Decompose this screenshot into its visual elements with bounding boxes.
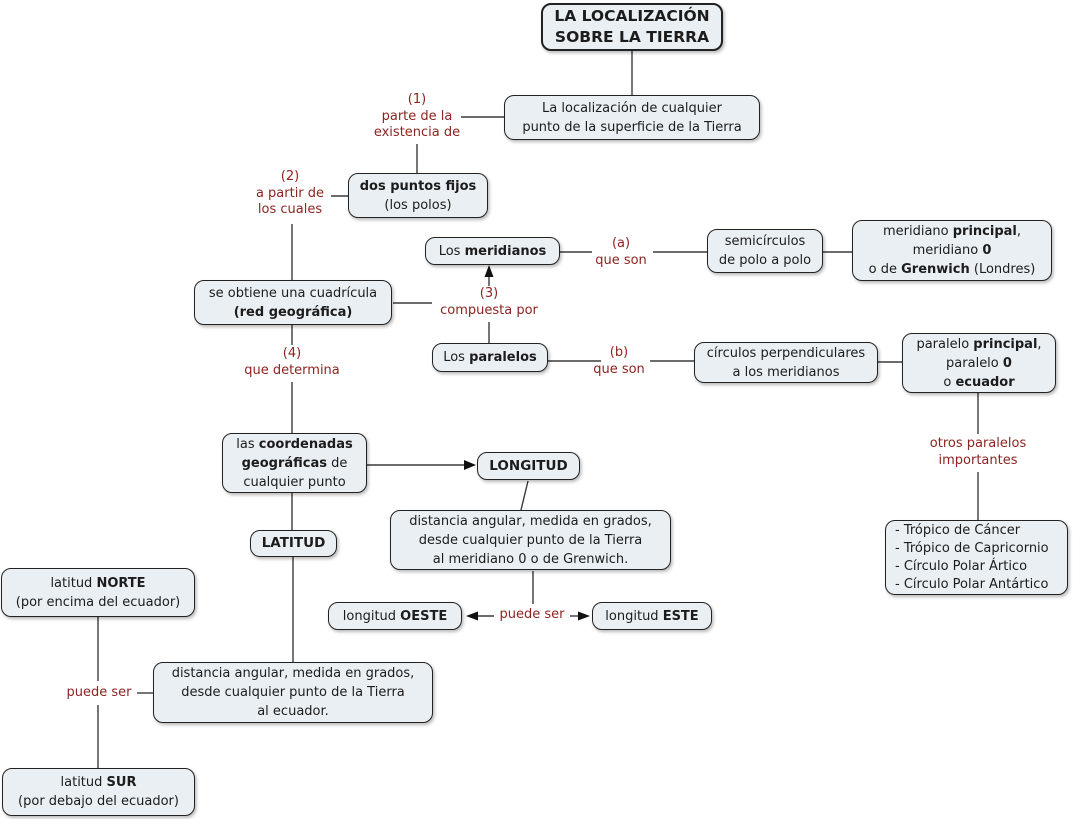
text-line bbox=[61, 773, 137, 792]
text-line: desde cualquier punto de la Tierra bbox=[181, 685, 405, 700]
text-line bbox=[943, 373, 1014, 392]
text-line: círculos perpendiculares bbox=[706, 345, 866, 361]
link-label-a bbox=[561, 236, 681, 269]
text-segment: meridianos bbox=[464, 243, 547, 259]
node-meridiano-principal bbox=[852, 220, 1052, 281]
text-segment: (Londres) bbox=[969, 262, 1036, 277]
text-segment: principal bbox=[973, 336, 1038, 352]
text-segment: principal bbox=[952, 224, 1017, 239]
text-line bbox=[439, 242, 547, 261]
text-line: a los meridianos bbox=[732, 364, 840, 380]
text-line bbox=[913, 241, 992, 260]
text-line: (2) bbox=[280, 169, 300, 184]
node-cuadricula bbox=[194, 280, 392, 325]
text-line: distancia angular, medida en grados, bbox=[409, 513, 652, 529]
link-label-3 bbox=[424, 286, 554, 319]
text-segment: o de bbox=[868, 262, 902, 277]
text-line: (1) bbox=[407, 92, 427, 107]
text-segment: Grenwich bbox=[901, 262, 970, 277]
text-segment: paralelo bbox=[946, 355, 1003, 371]
node-longitud-este bbox=[592, 602, 712, 630]
text-line: importantes bbox=[938, 452, 1018, 468]
text-segment: SUR bbox=[106, 775, 137, 790]
node-longitud bbox=[477, 452, 580, 480]
node-longitud-oeste bbox=[328, 602, 462, 630]
link-label-4 bbox=[227, 346, 357, 379]
text-line: existencia de bbox=[373, 125, 461, 140]
arrowhead-up-icon bbox=[485, 265, 494, 277]
text-line bbox=[443, 348, 537, 367]
text-line: que son bbox=[595, 252, 647, 268]
text-segment: longitud bbox=[605, 608, 663, 624]
text-line: los cuales bbox=[257, 202, 323, 217]
text-segment: paralelos bbox=[469, 350, 537, 365]
text-line: (4) bbox=[282, 346, 302, 361]
text-segment: meridiano bbox=[882, 224, 953, 239]
text-line: LA LOCALIZACIÓN bbox=[554, 7, 710, 25]
text-line bbox=[883, 222, 1021, 241]
text-segment: paralelo bbox=[916, 336, 974, 352]
text-line bbox=[916, 335, 1041, 354]
text-line: (a) bbox=[611, 236, 631, 251]
node-paralelos bbox=[432, 343, 548, 372]
text-line: punto de la superficie de la Tierra bbox=[522, 119, 742, 135]
text-line bbox=[869, 260, 1036, 279]
link-label-puede-ser-latitud: puede ser bbox=[66, 685, 132, 700]
text-segment: o bbox=[943, 374, 956, 390]
text-segment: longitud bbox=[342, 608, 401, 624]
node-latitud-norte bbox=[1, 568, 195, 617]
text-line: parte de la bbox=[381, 108, 453, 124]
text-segment: 0 bbox=[1002, 355, 1012, 371]
text-line bbox=[343, 607, 447, 626]
node-latitud-sur bbox=[2, 768, 195, 816]
text-segment: OESTE bbox=[400, 608, 448, 624]
text-line: (por debajo del ecuador) bbox=[18, 794, 179, 809]
text-line: a partir de bbox=[255, 185, 325, 201]
text-line: LONGITUD bbox=[489, 457, 568, 474]
node-dos-puntos-fijos bbox=[348, 173, 488, 218]
text-line: otros paralelos bbox=[929, 436, 1027, 451]
text-segment: dos puntos fijos bbox=[359, 178, 477, 194]
node-coordenadas-geograficas bbox=[222, 433, 367, 493]
link-label-otros-paralelos bbox=[913, 436, 1043, 469]
connector-longitud-desc bbox=[521, 481, 528, 510]
text-line: (por encima del ecuador) bbox=[15, 594, 181, 610]
link-label-b bbox=[559, 345, 679, 378]
node-semicirculos bbox=[707, 229, 823, 273]
text-segment: 0 bbox=[982, 243, 992, 258]
text-segment: ecuador bbox=[955, 374, 1015, 390]
text-segment: geográficas bbox=[241, 455, 327, 471]
text-line bbox=[605, 607, 698, 626]
text-line: LATITUD bbox=[261, 535, 326, 551]
list-item: - Círculo Polar Antártico bbox=[895, 576, 1049, 592]
text-line: (3) bbox=[479, 286, 499, 301]
node-paralelo-principal bbox=[902, 333, 1056, 393]
node-meridianos bbox=[425, 237, 560, 265]
text-segment: (red geográfica) bbox=[233, 304, 353, 320]
node-latitud-descripcion bbox=[153, 662, 433, 723]
text-line: semicírculos bbox=[724, 234, 806, 249]
node-longitud-descripcion bbox=[390, 510, 671, 570]
arrowhead-right-icon bbox=[578, 612, 590, 621]
text-line: La localización de cualquier bbox=[542, 100, 722, 116]
node-title bbox=[541, 3, 723, 51]
link-label-puede-ser-longitud: puede ser bbox=[499, 607, 565, 622]
text-segment: las bbox=[236, 436, 259, 452]
text-line: desde cualquier punto de la Tierra bbox=[418, 532, 643, 548]
text-segment: latitud bbox=[50, 575, 97, 591]
text-line: al ecuador. bbox=[257, 704, 329, 719]
text-line bbox=[236, 435, 352, 454]
node-otros-paralelos-lista bbox=[885, 520, 1068, 595]
text-line: de polo a polo bbox=[718, 253, 812, 268]
text-line: (b) bbox=[609, 345, 629, 360]
text-line bbox=[50, 574, 145, 593]
text-segment: meridiano bbox=[912, 243, 983, 258]
text-line: cualquier punto bbox=[243, 474, 346, 490]
text-line: que son bbox=[593, 361, 645, 377]
node-circulos-perpendiculares bbox=[694, 342, 878, 383]
arrowhead-right-icon bbox=[464, 460, 476, 470]
text-line: compuesta por bbox=[440, 302, 538, 318]
text-line bbox=[946, 354, 1012, 373]
text-segment: de bbox=[327, 455, 348, 471]
text-line bbox=[242, 454, 348, 473]
link-label-2 bbox=[225, 169, 355, 219]
text-segment: Los bbox=[438, 243, 465, 259]
text-line bbox=[360, 177, 477, 196]
text-segment: ESTE bbox=[662, 608, 699, 624]
text-line: SOBRE LA TIERRA bbox=[554, 28, 710, 46]
text-line: se obtiene una cuadrícula bbox=[208, 285, 378, 301]
text-segment: NORTE bbox=[96, 575, 146, 591]
link-label-1 bbox=[352, 92, 482, 142]
text-segment: latitud bbox=[60, 775, 107, 790]
text-line: (los polos) bbox=[384, 197, 452, 213]
text-line: al meridiano 0 o de Grenwich. bbox=[432, 551, 629, 567]
text-segment: , bbox=[1016, 224, 1022, 239]
list-item: - Círculo Polar Ártico bbox=[895, 558, 1028, 574]
node-latitud bbox=[250, 530, 337, 557]
arrowhead-left-icon bbox=[466, 612, 478, 621]
text-segment: coordenadas bbox=[258, 436, 353, 452]
text-line: distancia angular, medida en grados, bbox=[171, 666, 415, 681]
list-item: - Trópico de Capricornio bbox=[895, 540, 1049, 556]
text-segment: Los bbox=[443, 350, 470, 365]
list-item: - Trópico de Cáncer bbox=[895, 522, 1021, 538]
text-line bbox=[234, 303, 353, 322]
text-line: que determina bbox=[244, 362, 340, 378]
text-segment: , bbox=[1037, 336, 1042, 352]
node-intro bbox=[504, 95, 760, 140]
